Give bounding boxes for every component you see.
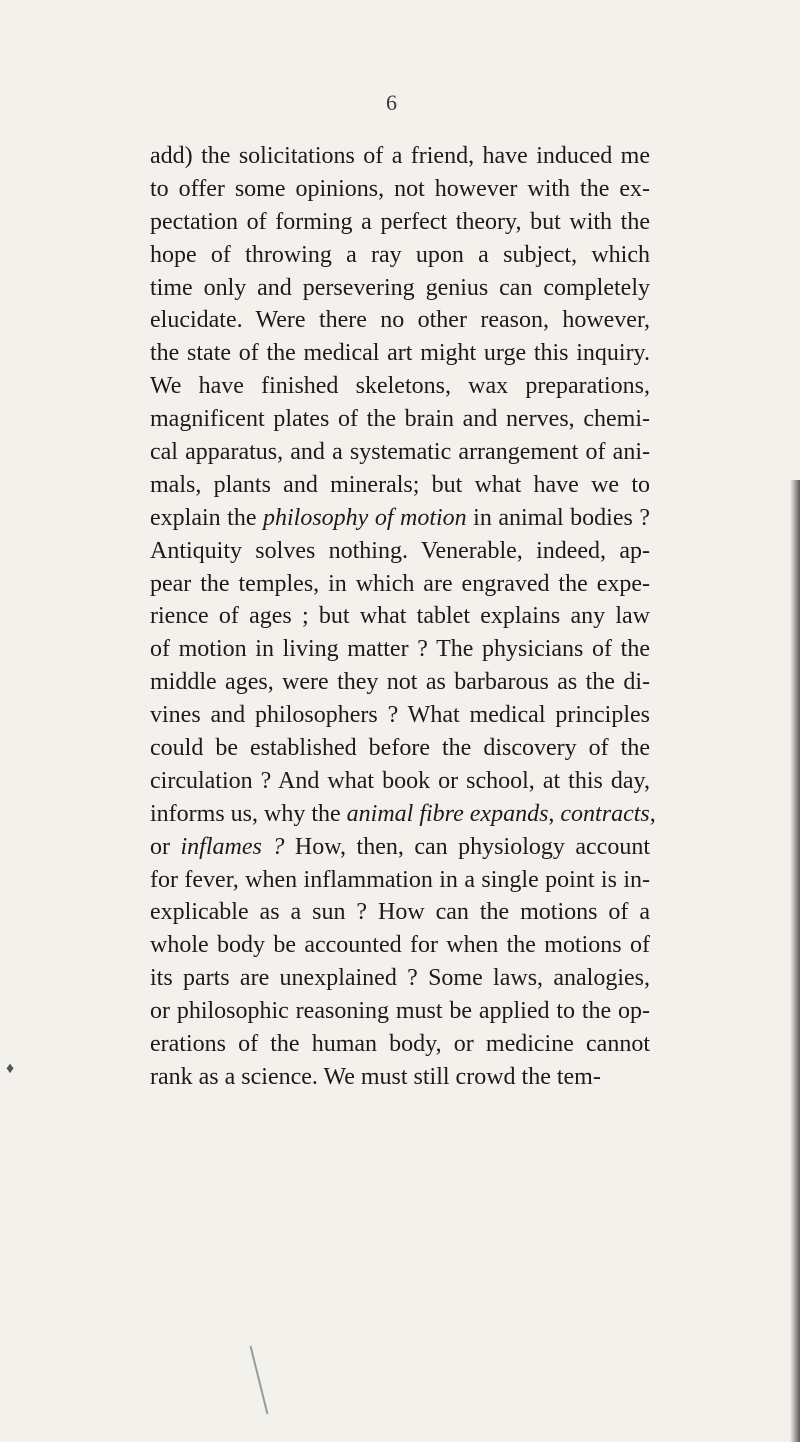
text-line: add) the solicitations of a friend, have induced me [150, 143, 650, 169]
text-segment: informs us, why the [150, 800, 347, 827]
text-line: pear the temples, in which are engraved the expe- [150, 570, 650, 597]
text-line: to offer some opinions, not however with the ex- [150, 175, 650, 202]
text-line [150, 502, 650, 535]
pencil-mark [250, 1346, 269, 1414]
text-line: rank as a science. We must still crowd the tem- [150, 1063, 601, 1090]
text-line [150, 831, 650, 864]
text-line: pectation of forming a perfect theory, but with the [150, 208, 650, 235]
italic-phrase: contracts [560, 800, 650, 827]
text-line: the state of the medical art might urge this inquiry. [150, 340, 650, 367]
text-segment: , [548, 800, 561, 827]
text-line: for fever, when inflammation in a single point is in- [150, 866, 650, 893]
text-line: magnificent plates of the brain and nerves, chemi- [150, 406, 650, 433]
text-line: vines and philosophers ? What medical principles [150, 702, 650, 729]
page-edge-shadow [790, 480, 800, 1442]
text-segment: or [150, 833, 181, 860]
italic-phrase: inflames ? [180, 833, 285, 860]
text-line: or philosophic reasoning must be applied to the op- [150, 998, 650, 1025]
text-segment: How, then, can physiology account [284, 833, 651, 860]
page-number: 6 [386, 90, 397, 115]
body-text [150, 140, 656, 1094]
text-line: its parts are unexplained ? Some laws, analogies, [150, 965, 650, 992]
text-line: cal apparatus, and a systematic arrangement of ani- [150, 439, 650, 466]
text-line: Antiquity solves nothing. Venerable, indeed, ap- [150, 537, 650, 564]
text-line: time only and persevering genius can completely [150, 274, 650, 301]
text-line: middle ages, were they not as barbarous as the di- [150, 669, 650, 696]
text-segment: , [649, 800, 656, 827]
text-line [150, 798, 656, 831]
text-line: of motion in living matter ? The physicians of the [150, 636, 650, 663]
text-line: could be established before the discovery of the [150, 735, 650, 762]
text-line: hope of throwing a ray upon a subject, which [150, 241, 650, 268]
text-line: erations of the human body, or medicine cannot [150, 1031, 650, 1058]
text-line: rience of ages ; but what tablet explains any law [150, 603, 650, 630]
italic-phrase: philosophy of motion [262, 504, 467, 531]
italic-phrase: animal fibre expands [346, 800, 549, 827]
text-line: circulation ? And what book or school, at this day, [150, 767, 650, 794]
text-line: We have finished skeletons, wax preparations, [150, 373, 650, 400]
text-segment: in animal bodies ? [466, 504, 650, 531]
text-line: explicable as a sun ? How can the motions of a [150, 899, 650, 926]
text-line: whole body be accounted for when the motions of [150, 932, 650, 959]
margin-mark-icon: ♦ [6, 1060, 15, 1077]
text-line: elucidate. Were there no other reason, however, [150, 307, 650, 334]
text-line: mals, plants and minerals; but what have we to [150, 471, 650, 498]
text-segment: explain the [150, 504, 263, 531]
